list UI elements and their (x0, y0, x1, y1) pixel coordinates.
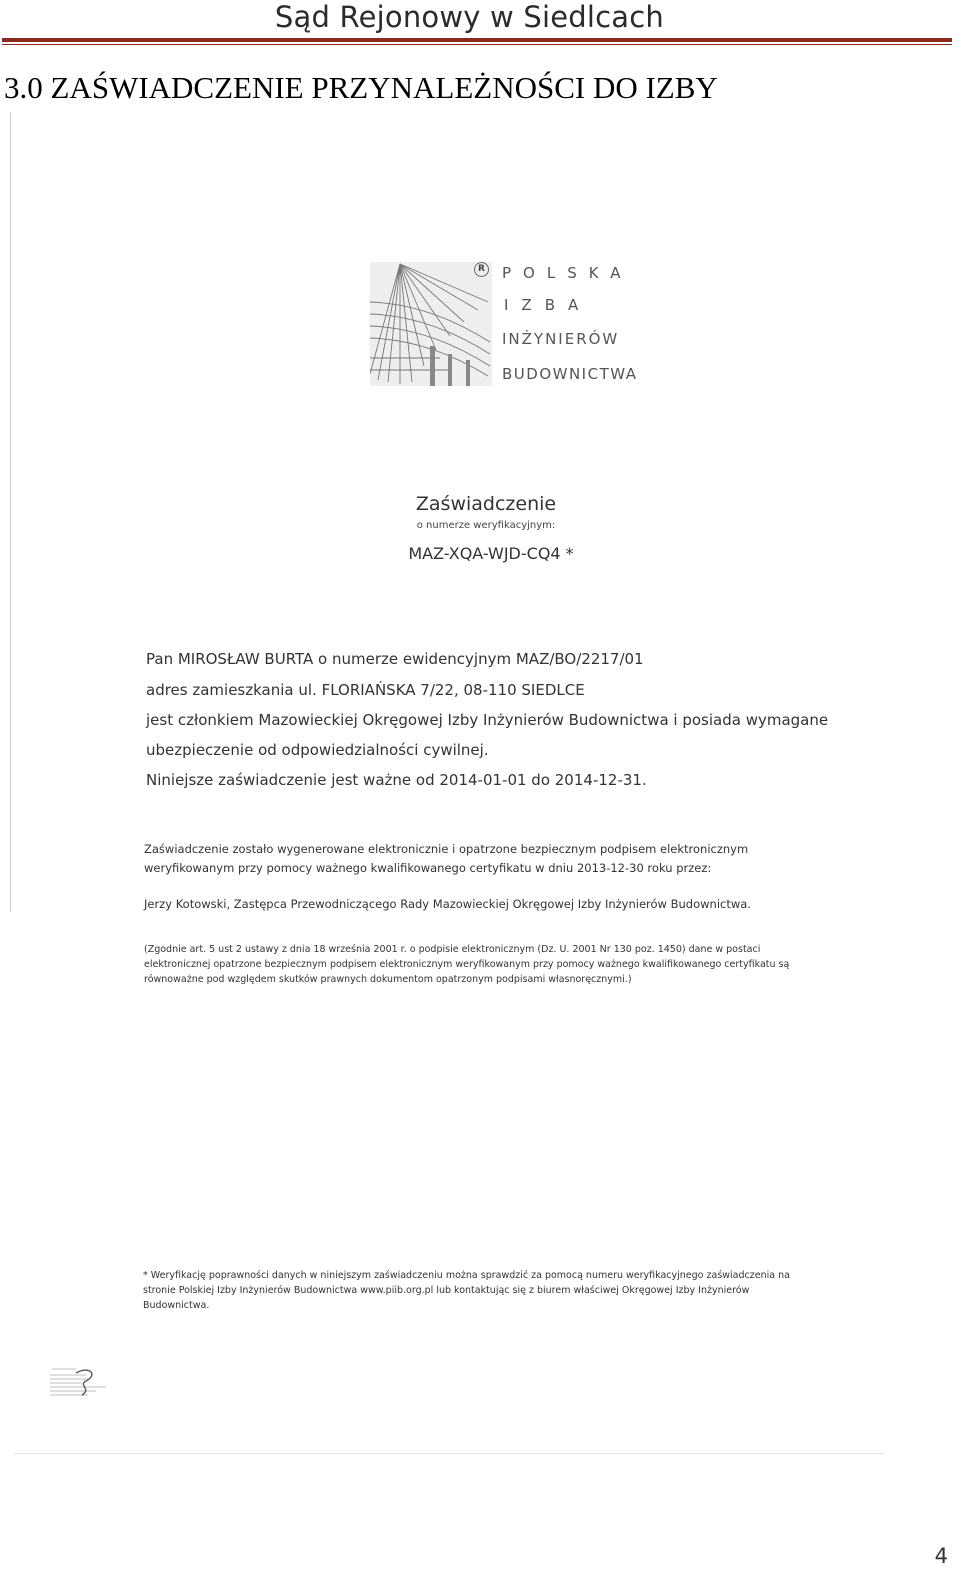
signature-statement-line: Zaświadczenie zostało wygenerowane elektronicznie i opatrzone bezpiecznym podpisem elektronicznym (144, 842, 749, 856)
page-number: 4 (934, 1544, 948, 1568)
legal-note-line: równoważne pod względem skutków prawnych dokumentom opatrzonym podpisami własnoręcznymi.) (144, 974, 632, 985)
certificate-line: Niniejsze zaświadczenie jest ważne od 2014-01-01 do 2014-12-31. (146, 771, 647, 789)
logo-line-budownictwa: BUDOWNICTWA (502, 365, 638, 383)
footnote-line: * Weryfikację poprawności danych w niniejszym zaświadczeniu można sprawdzić za pomocą numeru weryfikacyjnego zaświadczenia na (143, 1270, 790, 1281)
legal-note-line: elektronicznej opatrzone bezpiecznym podpisem elektronicznym weryfikowanym przy pomocy ważnego kwalifikowanego certyfikatu są (144, 959, 790, 970)
logo-line-polska: POLSKA (502, 264, 633, 282)
scan-edge (14, 1453, 884, 1454)
section-heading: 3.0 ZAŚWIADCZENIE PRZYNALEŻNOŚCI DO IZBY (4, 70, 718, 105)
logo-line-izba: IZBA (504, 296, 592, 314)
header-title: Sąd Rejonowy w Siedlcach (274, 0, 664, 34)
header-rule-thick (2, 38, 952, 42)
footnote-line: Budownictwa. (143, 1300, 210, 1311)
piib-logo-icon (370, 262, 492, 386)
certificate-title: Zaświadczenie (415, 493, 557, 515)
footnote-line: stronie Polskiej Izby Inżynierów Budownictwa www.piib.org.pl lub kontaktując się z biurem właściwej Okręgowej Izby Inżynierów (143, 1285, 750, 1296)
certificate-line: adres zamieszkania ul. FLORIAŃSKA 7/22, 08-110 SIEDLCE (146, 681, 585, 699)
certificate-line: Pan MIROSŁAW BURTA o numerze ewidencyjnym MAZ/BO/2217/01 (146, 650, 644, 668)
signature-statement-line: weryfikowanym przy pomocy ważnego kwalifikowanego certyfikatu w dniu 2013-12-30 roku przez: (144, 861, 712, 875)
header-rule-thin (2, 44, 952, 45)
verification-code: MAZ-XQA-WJD-CQ4 * (408, 544, 574, 563)
logo-line-inzynierow: INŻYNIERÓW (502, 330, 620, 348)
legal-note-line: (Zgodnie art. 5 ust 2 ustawy z dnia 18 września 2001 r. o podpisie elektronicznym (Dz. U. 2001 Nr 130 poz. 1450) dane w postaci (144, 944, 761, 955)
certificate-subtitle: o numerze weryfikacyjnym: (416, 520, 556, 531)
registered-mark: R (474, 262, 489, 277)
certificate-line: jest członkiem Mazowieckiej Okręgowej Izby Inżynierów Budownictwa i posiada wymagane (146, 711, 829, 729)
stamp-signature-icon (46, 1365, 116, 1399)
certificate-line: ubezpieczenie od odpowiedzialności cywilnej. (146, 741, 489, 759)
signer-line: Jerzy Kotowski, Zastępca Przewodniczącego Rady Mazowieckiej Okręgowej Izby Inżynierów Budownictwa. (144, 897, 751, 911)
